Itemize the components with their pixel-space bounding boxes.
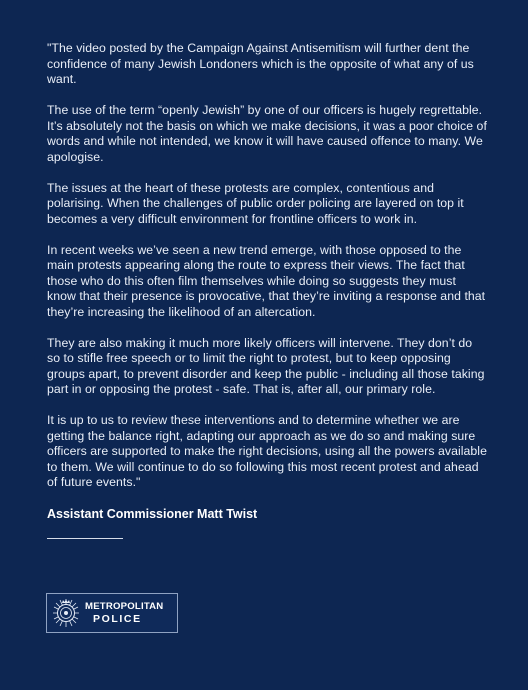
met-police-crest-icon — [49, 595, 82, 631]
statement-paragraph-4: In recent weeks we’ve seen a new trend emerge, with those opposed to the main protests appearing along the route to express their views. The fact that those who do this often film themselves while doing so suggests they must know that their presence is provocative, that they’re inviting a response and that they’re increasing the likelihood of an altercation. — [47, 242, 486, 319]
logo-line-police: POLICE — [93, 612, 142, 625]
statement-paragraph-5: They are also making it much more likely officers will intervene. They don’t do so to stifle free speech or to limit the right to protest, but to keep opposing groups apart, to prevent disorder and keep the public - including all those taking part in or opposing the protest - safe. That is, after all, our primary role. — [47, 335, 485, 396]
statement-paragraph-6: It is up to us to review these interventions and to determine whether we are getting the balance right, adapting our approach as we do so and making sure officers are supported to make the right decisions, using all the powers available to them. We will continue to do so following this most recent protest and ahead of future events." — [47, 413, 487, 489]
statement — [47, 41, 487, 539]
statement-paragraph-2: The use of the term “openly Jewish” by one of our officers is hugely regrettable. It’s absolutely not the basis on which we make decisions, it was a poor choice of words and while not intended, we know it will have caused offence to many. We apologise. — [47, 103, 487, 164]
statement-paragraph-1: "The video posted by the Campaign Against Antisemitism will further dent the confidence of many Jewish Londoners which is the opposite of what any of us want. — [47, 41, 474, 86]
signature: Assistant Commissioner Matt Twist — [47, 507, 258, 521]
signature-divider — [47, 538, 123, 539]
metropolitan-police-logo — [46, 593, 178, 633]
logo-wordmark — [85, 601, 163, 626]
statement-paragraph-3: The issues at the heart of these protests are complex, contentious and polarising. When the challenges of public order policing are layered on top it becomes a very difficult environment for frontline officers to work in. — [47, 180, 464, 226]
logo-line-metropolitan: METROPOLITAN — [85, 600, 164, 612]
